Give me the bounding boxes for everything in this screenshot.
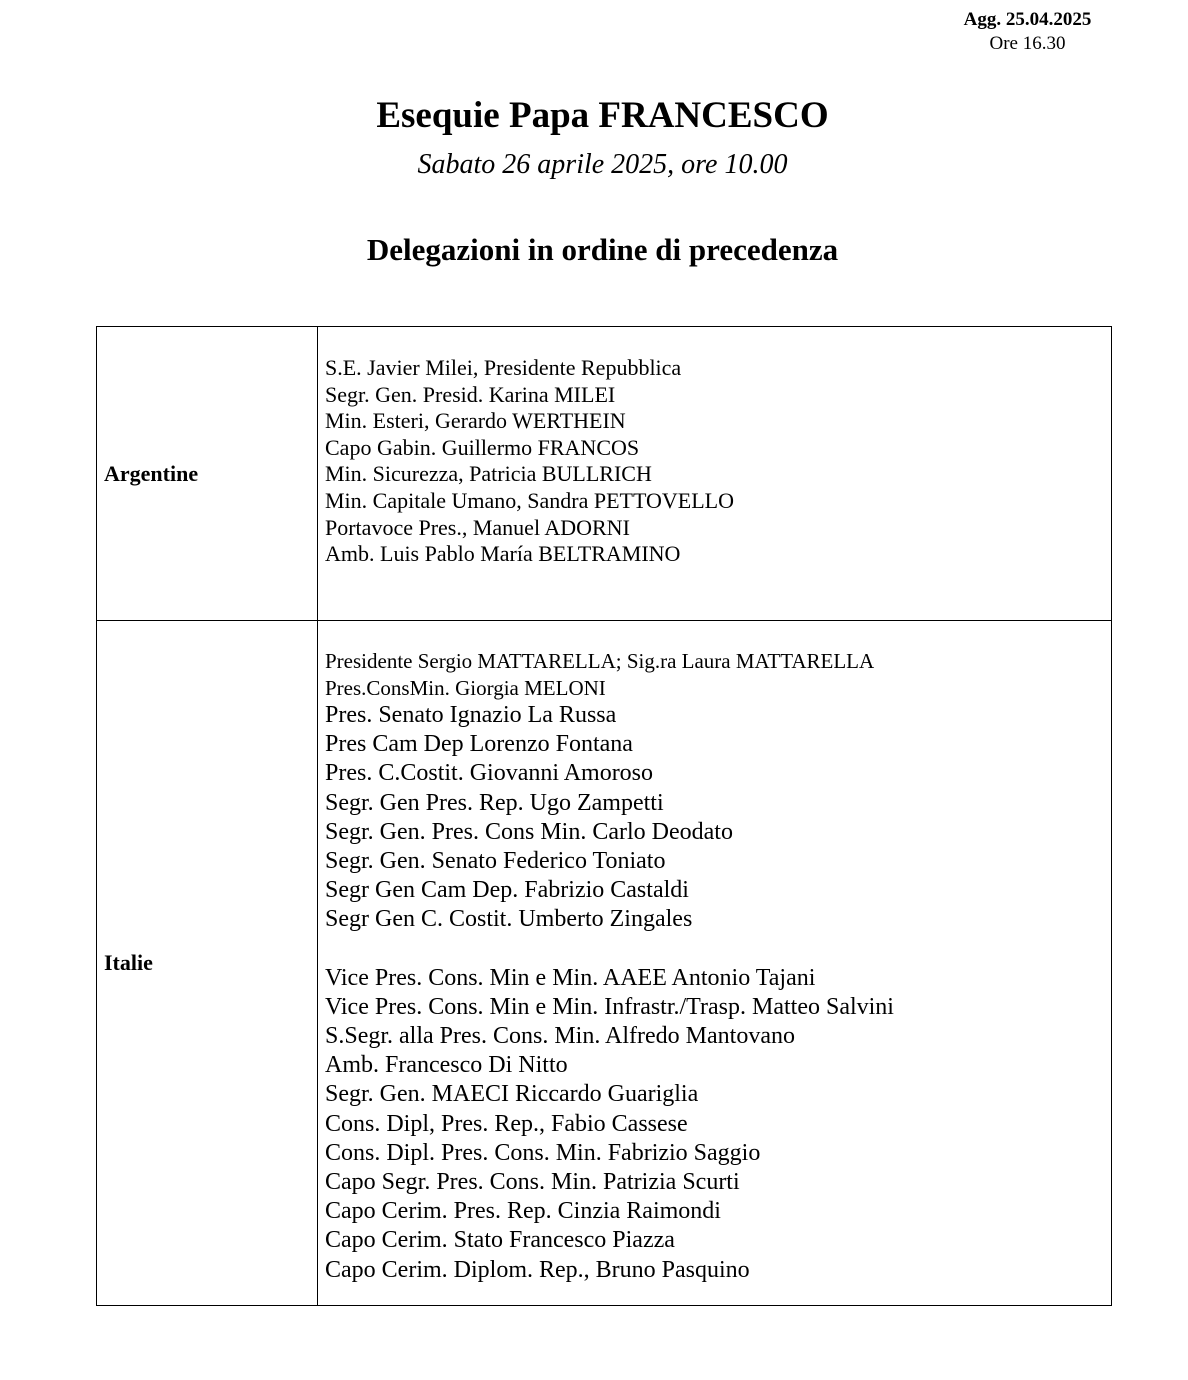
member-line: Portavoce Pres., Manuel ADORNI xyxy=(325,514,630,540)
member-line: Pres Cam Dep Lorenzo Fontana xyxy=(325,731,633,758)
member-line: Min. Sicurezza, Patricia BULLRICH xyxy=(325,461,652,487)
document-title: Esequie Papa FRANCESCO xyxy=(376,95,829,136)
member-line: Segr. Gen. Presid. Karina MILEI xyxy=(325,381,616,407)
member-line: Segr Gen C. Costit. Umberto Zingales xyxy=(325,906,693,933)
member-line: Capo Gabin. Guillermo FRANCOS xyxy=(325,434,640,460)
update-block xyxy=(930,8,1125,56)
section-heading: Delegazioni in ordine di precedenza xyxy=(366,232,839,267)
member-line: Segr Gen Cam Dep. Fabrizio Castaldi xyxy=(325,877,689,904)
member-line: Segr. Gen Pres. Rep. Ugo Zampetti xyxy=(325,789,664,816)
country-cell: Italie xyxy=(97,621,318,1306)
member-line: Min. Esteri, Gerardo WERTHEIN xyxy=(325,408,626,434)
member-line: Capo Cerim. Stato Francesco Piazza xyxy=(325,1227,675,1254)
member-line: Pres. C.Costit. Giovanni Amoroso xyxy=(325,760,654,787)
member-line: Vice Pres. Cons. Min e Min. AAEE Antonio Tajani xyxy=(325,964,816,991)
member-line: Capo Cerim. Diplom. Rep., Bruno Pasquino xyxy=(325,1256,750,1283)
member-line: Segr. Gen. MAECI Riccardo Guariglia xyxy=(325,1081,699,1108)
country-cell: Argentine xyxy=(97,327,318,621)
table-row xyxy=(97,621,1112,1306)
member-line: Amb. Francesco Di Nitto xyxy=(325,1052,568,1079)
member-line: S.Segr. alla Pres. Cons. Min. Alfredo Mantovano xyxy=(325,1023,795,1050)
member-line: Segr. Gen. Senato Federico Toniato xyxy=(325,848,666,875)
member-line: Segr. Gen. Pres. Cons Min. Carlo Deodato xyxy=(325,818,733,845)
members-list xyxy=(325,621,1111,1285)
member-line: Min. Capitale Umano, Sandra PETTOVELLO xyxy=(325,487,734,513)
member-line: Capo Cerim. Pres. Rep. Cinzia Raimondi xyxy=(325,1198,721,1225)
member-line: Pres. Senato Ignazio La Russa xyxy=(325,702,617,728)
member-line: S.E. Javier Milei, Presidente Repubblica xyxy=(325,355,682,380)
member-line: Amb. Luis Pablo María BELTRAMINO xyxy=(325,541,681,567)
document-subtitle: Sabato 26 aprile 2025, ore 10.00 xyxy=(417,149,788,180)
update-date: Agg. 25.04.2025 xyxy=(963,9,1092,30)
member-line: Capo Segr. Pres. Cons. Min. Patrizia Scurti xyxy=(325,1169,740,1196)
member-line: Presidente Sergio MATTARELLA; Sig.ra Laura MATTARELLA xyxy=(325,649,875,673)
update-time: Ore 16.30 xyxy=(989,33,1066,54)
delegations-table xyxy=(96,326,1112,1306)
member-line: Vice Pres. Cons. Min e Min. Infrastr./Trasp. Matteo Salvini xyxy=(325,993,894,1020)
member-line: Cons. Dipl. Pres. Cons. Min. Fabrizio Saggio xyxy=(325,1139,761,1166)
table-row xyxy=(97,327,1112,621)
members-list xyxy=(325,327,1111,568)
member-line: Pres.ConsMin. Giorgia MELONI xyxy=(325,675,606,700)
member-line: Cons. Dipl, Pres. Rep., Fabio Cassese xyxy=(325,1110,688,1137)
